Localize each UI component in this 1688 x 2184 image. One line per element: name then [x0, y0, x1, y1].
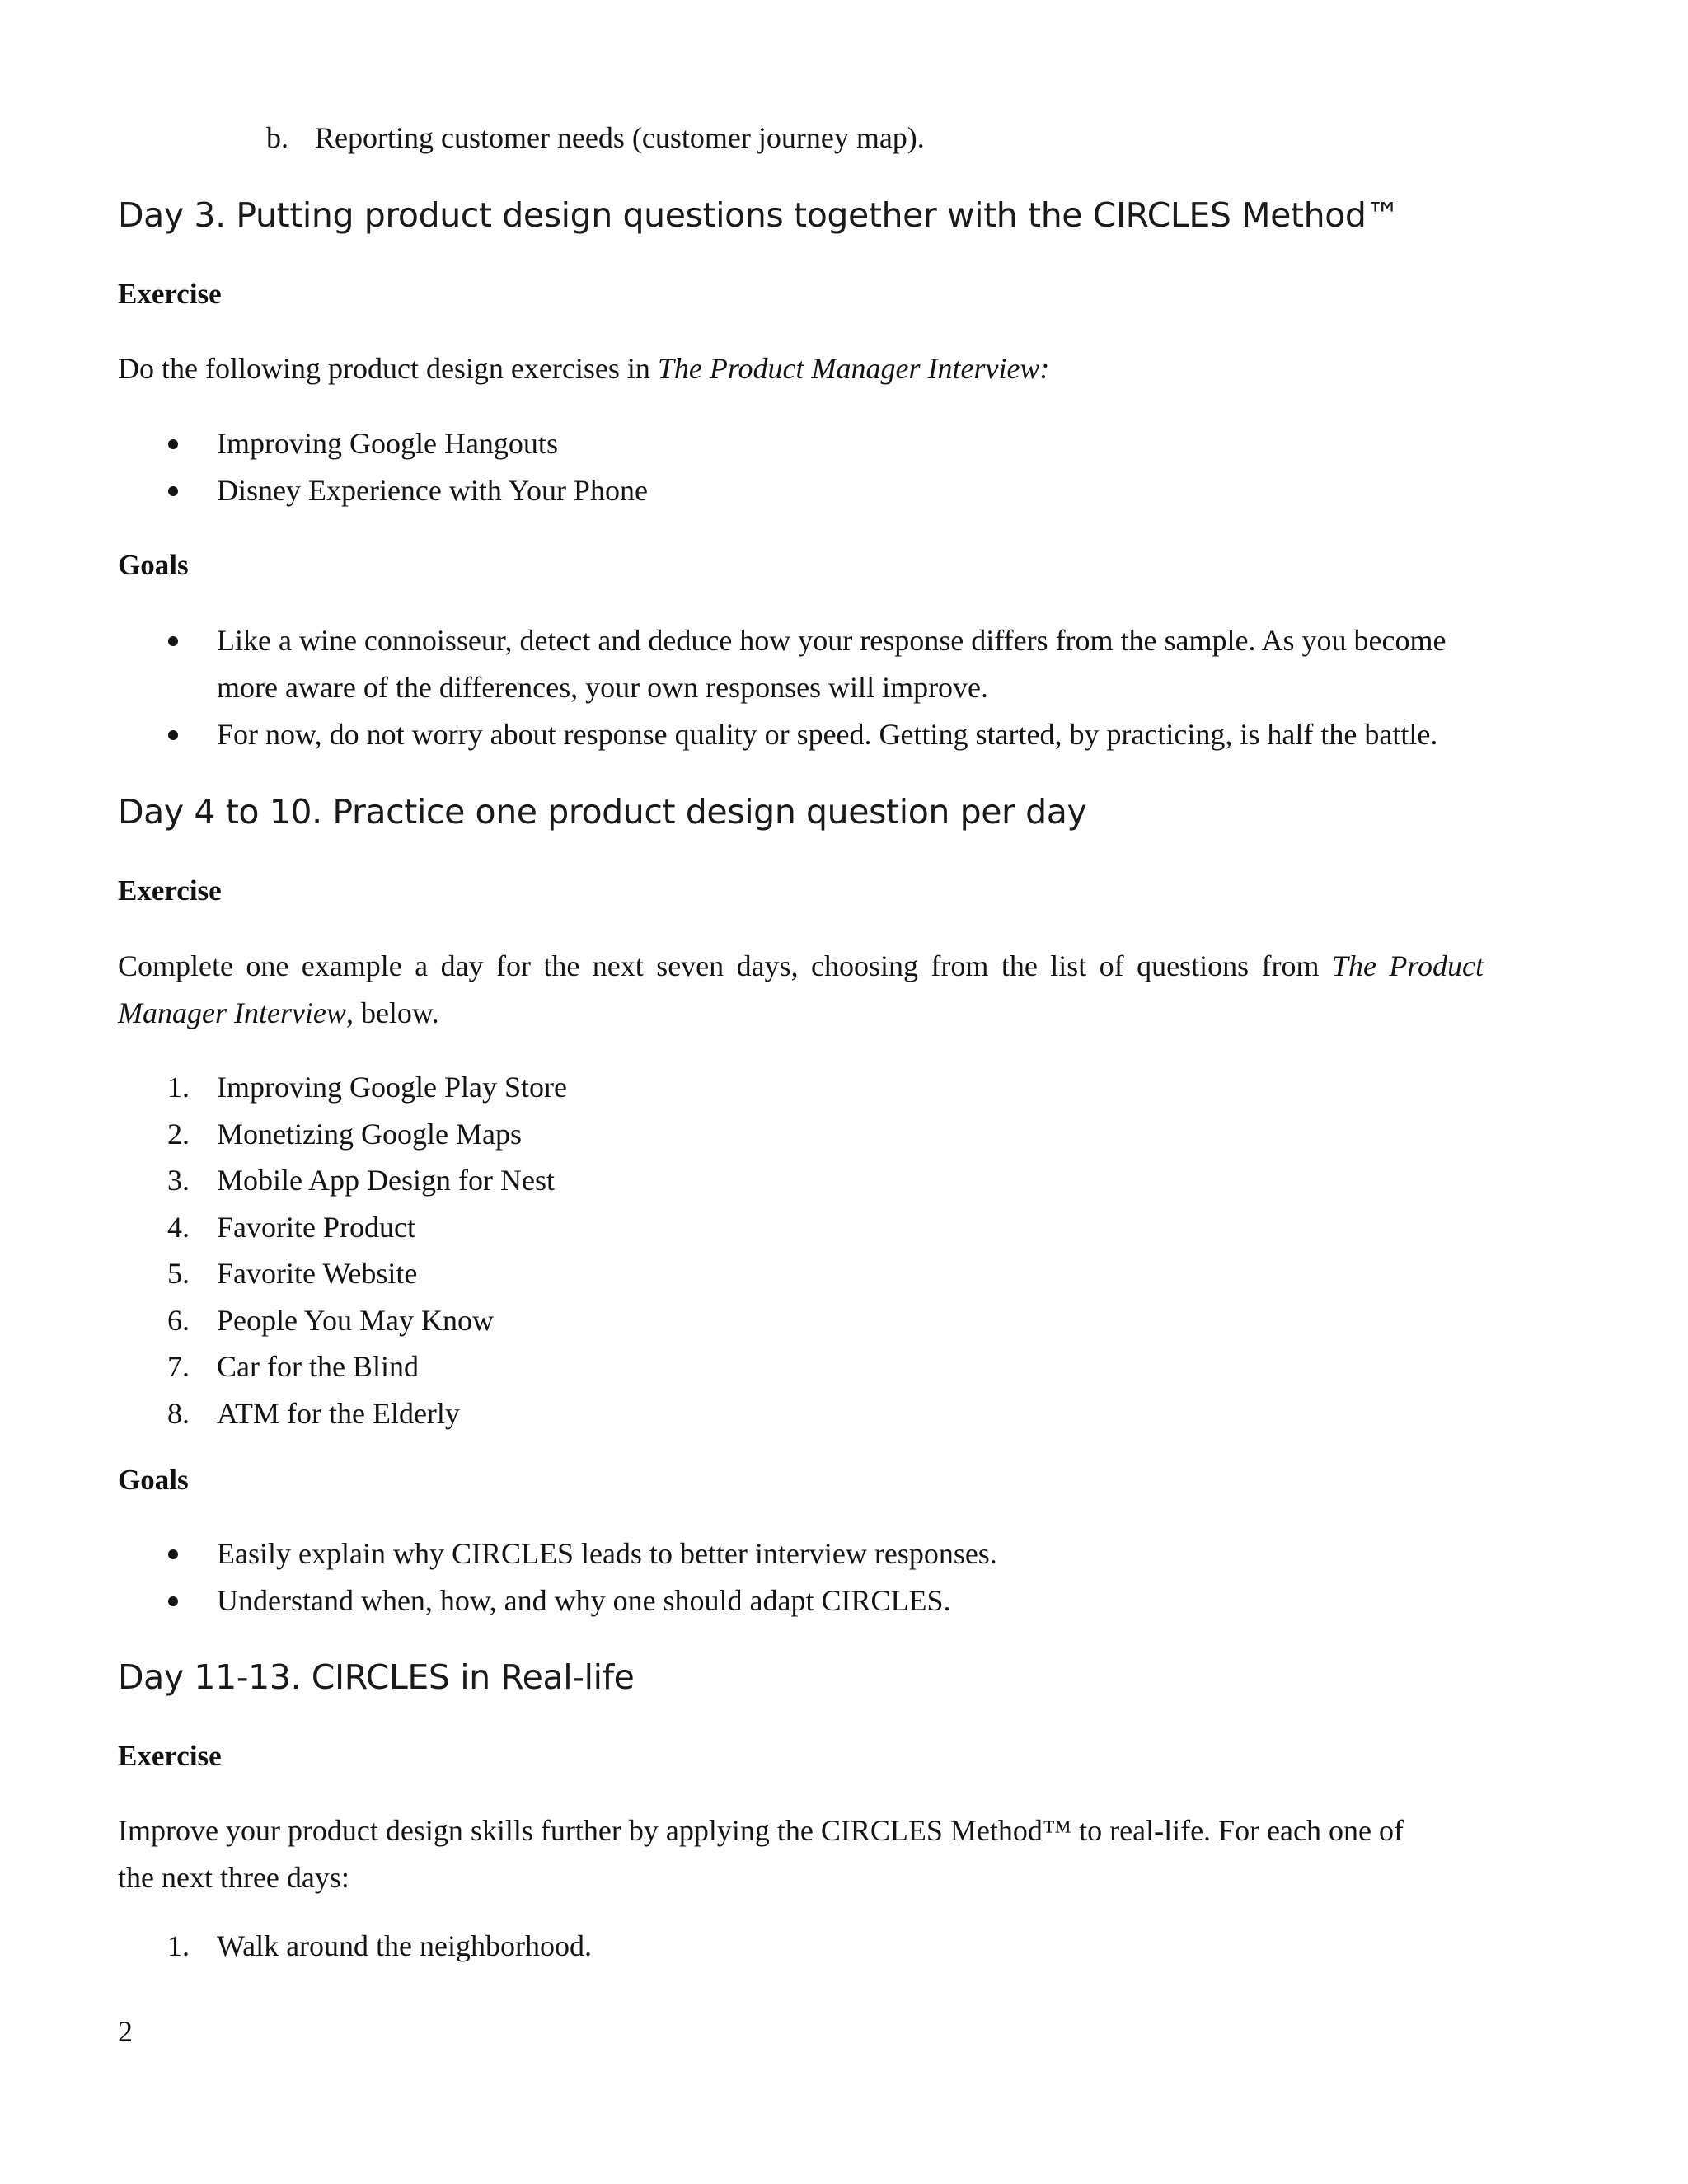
bullet-icon — [168, 636, 178, 646]
list-item: Like a wine connoisseur, detect and deduce how your response differs from the sample. As you become more aware of the differences, your own responses will improve. — [217, 624, 1447, 704]
section-heading-day3: Day 3. Putting product design questions together with the CIRCLES Method™ — [118, 195, 1400, 235]
list-item: Easily explain why CIRCLES leads to better interview responses. — [217, 1537, 997, 1570]
list-marker: 4. — [167, 1211, 190, 1244]
page-number: 2 — [118, 2015, 133, 2048]
list-item: ATM for the Elderly — [217, 1397, 460, 1430]
section-heading-day4: Day 4 to 10. Practice one product design question per day — [118, 792, 1087, 832]
bullet-icon — [168, 439, 178, 449]
exercise-label: Exercise — [118, 874, 222, 907]
list-item: Improving Google Play Store — [217, 1071, 567, 1104]
bullet-icon — [168, 486, 178, 496]
list-marker: 8. — [167, 1397, 190, 1430]
list-item: Understand when, how, and why one should adapt CIRCLES. — [217, 1584, 951, 1617]
bullet-icon — [168, 730, 178, 740]
exercise-label: Exercise — [118, 1740, 222, 1772]
book-title: The Product Manager Interview: — [657, 352, 1050, 385]
exercise-label: Exercise — [118, 278, 222, 310]
intro-text: Do the following product design exercises in — [118, 352, 658, 385]
exercise-intro: Improve your product design skills further by applying the CIRCLES Method™ to real-life. For each one of the next three days: — [118, 1814, 1404, 1894]
list-marker: 1. — [167, 1071, 190, 1104]
list-item: Mobile App Design for Nest — [217, 1164, 555, 1197]
list-item: For now, do not worry about response quality or speed. Getting started, by practicing, is half the battle. — [217, 718, 1438, 751]
book-title: The Product Manager Interview — [118, 949, 1484, 1029]
list-item: Disney Experience with Your Phone — [217, 474, 648, 507]
exercise-intro — [118, 943, 1484, 1037]
list-item: People You May Know — [217, 1304, 495, 1337]
list-marker: 7. — [167, 1350, 190, 1383]
intro-text: Complete one example a day for the next seven days, choosing from the list of questions from — [118, 949, 1332, 982]
goals-label: Goals — [118, 549, 189, 581]
bullet-icon — [168, 1549, 178, 1559]
goals-label: Goals — [118, 1464, 189, 1496]
list-item: Favorite Product — [217, 1211, 415, 1244]
list-item: Walk around the neighborhood. — [217, 1929, 592, 1962]
list-item: Favorite Website — [217, 1257, 418, 1290]
list-marker: 3. — [167, 1164, 190, 1197]
list-marker: b. — [266, 121, 288, 154]
section-heading-day11: Day 11-13. CIRCLES in Real-life — [118, 1657, 635, 1697]
list-marker: 6. — [167, 1304, 190, 1337]
bullet-icon — [168, 1596, 178, 1606]
intro-suffix: , below. — [345, 996, 439, 1029]
list-item: Reporting customer needs (customer journey map). — [315, 121, 925, 154]
list-item: Improving Google Hangouts — [217, 427, 558, 460]
list-item: Monetizing Google Maps — [217, 1118, 522, 1151]
list-marker: 2. — [167, 1118, 190, 1151]
list-item: Car for the Blind — [217, 1350, 419, 1383]
list-marker: 1. — [167, 1929, 190, 1962]
list-marker: 5. — [167, 1257, 190, 1290]
exercise-intro — [118, 350, 1049, 387]
